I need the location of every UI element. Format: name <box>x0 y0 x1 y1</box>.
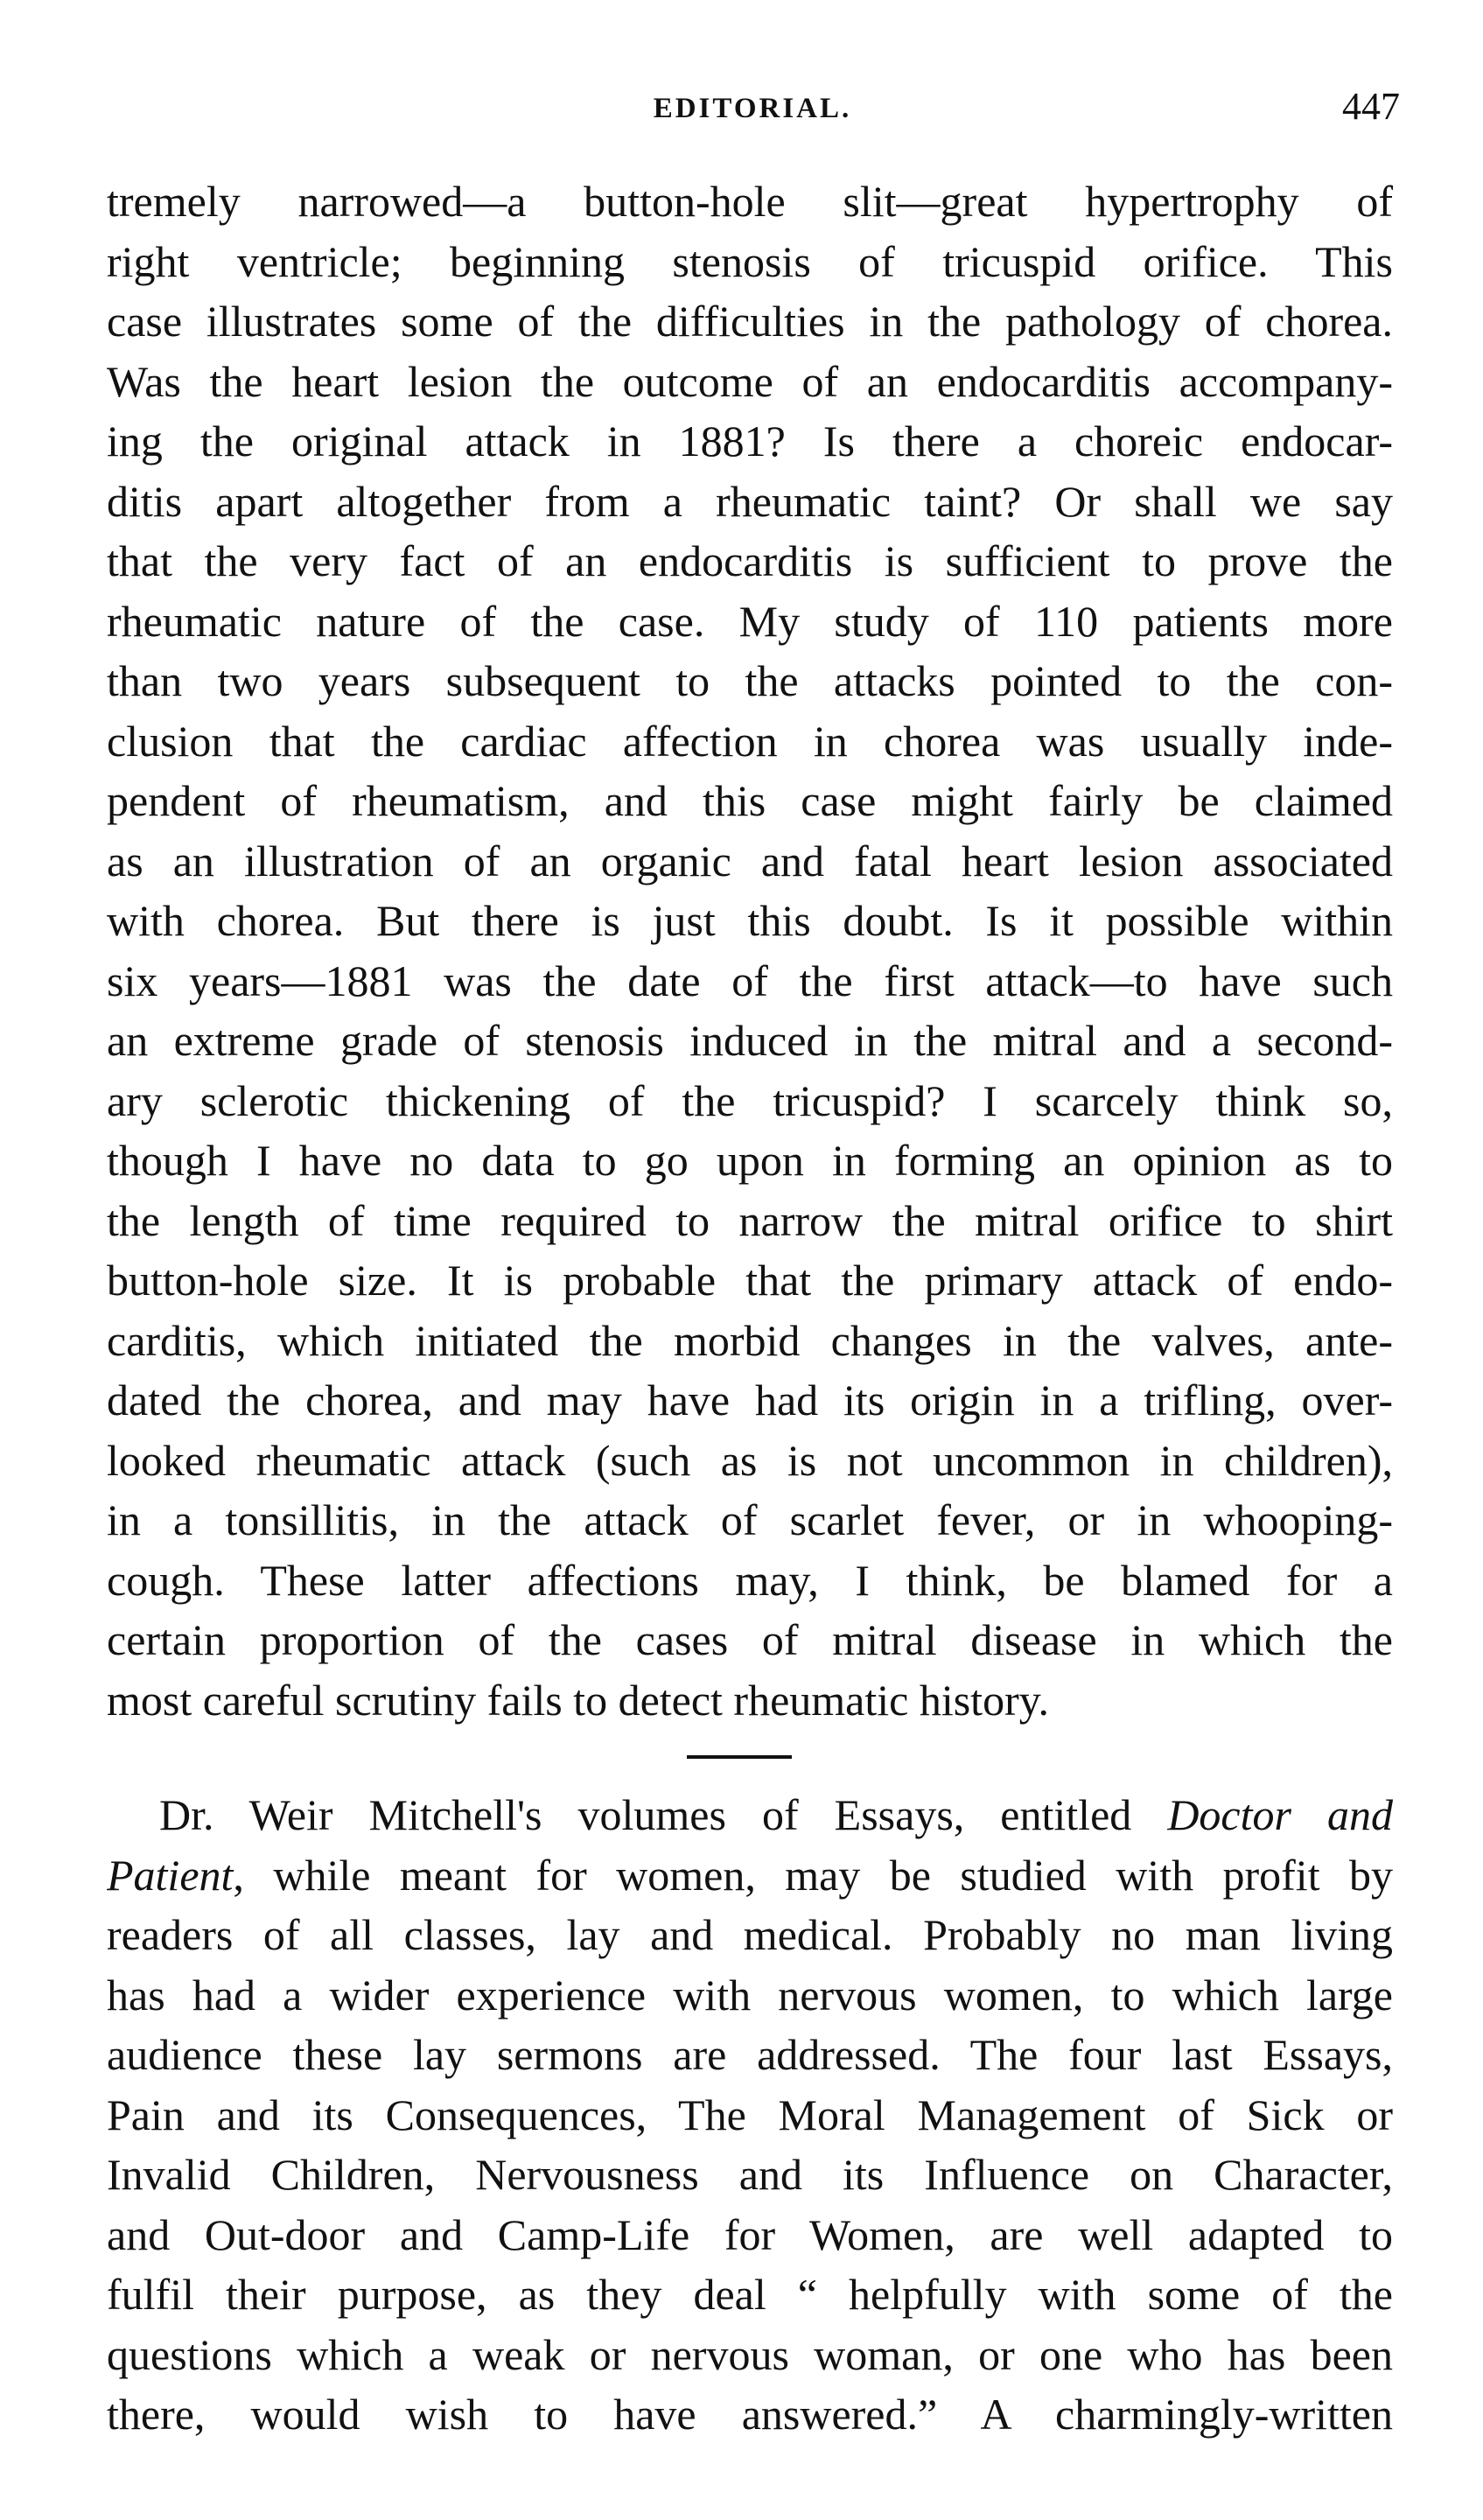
text-line: certain proportion of the cases of mitral disease in which the <box>107 1615 1393 1664</box>
text-line: right ventricle; beginning stenosis of tricuspid orifice. This <box>107 236 1393 286</box>
book-title-italic: Doctor and <box>1167 1790 1393 1839</box>
text-line: fulfil their purpose, as they deal “ helpfully with some of the <box>107 2270 1393 2319</box>
text-line: Was the heart lesion the outcome of an endocarditis accompany- <box>107 356 1393 406</box>
text-line <box>107 1845 1393 1906</box>
text-line: audience these lay sermons are addressed. The four last Essays, <box>107 2030 1393 2079</box>
text-line: tremely narrowed—a button-hole slit—great hypertrophy of <box>107 177 1393 226</box>
text-line: ditis apart altogether from a rheumatic taint? Or shall we say <box>107 476 1393 526</box>
text-line: an extreme grade of stenosis induced in the mitral and a second- <box>107 1016 1393 1065</box>
text-line: though I have no data to go upon in forming an opinion as to <box>107 1136 1393 1185</box>
text-line: cough. These latter affections may, I think, be blamed for a <box>107 1555 1393 1605</box>
section-separator-rule <box>687 1755 792 1759</box>
text-line: than two years subsequent to the attacks pointed to the con- <box>107 656 1393 705</box>
paragraph-mitchell-essays <box>107 1785 1393 2445</box>
text-line: carditis, which initiated the morbid changes in the valves, ante- <box>107 1315 1393 1365</box>
text-run: , while meant for women, may be studied with profit by <box>233 1850 1393 1900</box>
text-line: dated the chorea, and may have had its origin in a trifling, over- <box>107 1376 1393 1424</box>
text-line: case illustrates some of the difficulties in the pathology of chorea. <box>107 297 1393 346</box>
running-title: EDITORIAL. <box>653 93 852 124</box>
text-line: and Out-door and Camp-Life for Women, are well adapted to <box>107 2209 1393 2259</box>
text-line: Invalid Children, Nervousness and its Influence on Character, <box>107 2150 1393 2199</box>
text-line: has had a wider experience with nervous women, to which large <box>107 1970 1393 2020</box>
text-line: questions which a weak or nervous woman, or one who has been <box>107 2329 1393 2379</box>
book-title-italic: Patient <box>107 1850 234 1900</box>
text-line: in a tonsillitis, in the attack of scarlet fever, or in whooping- <box>107 1495 1393 1544</box>
page-number: 447 <box>1342 85 1400 128</box>
text-line: six years—1881 was the date of the first attack—to have such <box>107 956 1393 1005</box>
text-line: the length of time required to narrow the mitral orifice to shirt <box>107 1195 1393 1245</box>
text-line: clusion that the cardiac affection in chorea was usually inde- <box>107 716 1393 766</box>
text-line: as an illustration of an organic and fatal heart lesion associated <box>107 836 1393 886</box>
paragraph-chorea <box>107 172 1393 1730</box>
text-line: with chorea. But there is just this doubt. Is it possible within <box>107 896 1393 945</box>
text-line: ary sclerotic thickening of the tricuspid? I scarcely think so, <box>107 1075 1393 1125</box>
text-run: Dr. Weir Mitchell's volumes of Essays, entitled <box>159 1790 1168 1839</box>
text-line: readers of all classes, lay and medical. Probably no man living <box>107 1910 1393 1959</box>
text-line: rheumatic nature of the case. My study of 110 patients more <box>107 596 1393 646</box>
text-line: looked rheumatic attack (such as is not uncommon in children), <box>107 1435 1393 1485</box>
paragraph-lines <box>107 1905 1393 2445</box>
text-line: pendent of rheumatism, and this case might fairly be claimed <box>107 776 1393 825</box>
text-line: there, would wish to have answered.” A charmingly-written <box>107 2390 1393 2439</box>
text-line: most careful scrutiny fails to detect rheumatic history. <box>107 1675 1049 1725</box>
text-line: ing the original attack in 1881? Is there a choreic endocar- <box>107 416 1393 466</box>
text-line: button-hole size. It is probable that the primary attack of endo- <box>107 1256 1393 1305</box>
text-line: that the very fact of an endocarditis is sufficient to prove the <box>107 536 1393 585</box>
text-line: Pain and its Consequences, The Moral Management of Sick or <box>107 2090 1393 2139</box>
text-line <box>107 1785 1393 1845</box>
running-head <box>105 84 1400 136</box>
